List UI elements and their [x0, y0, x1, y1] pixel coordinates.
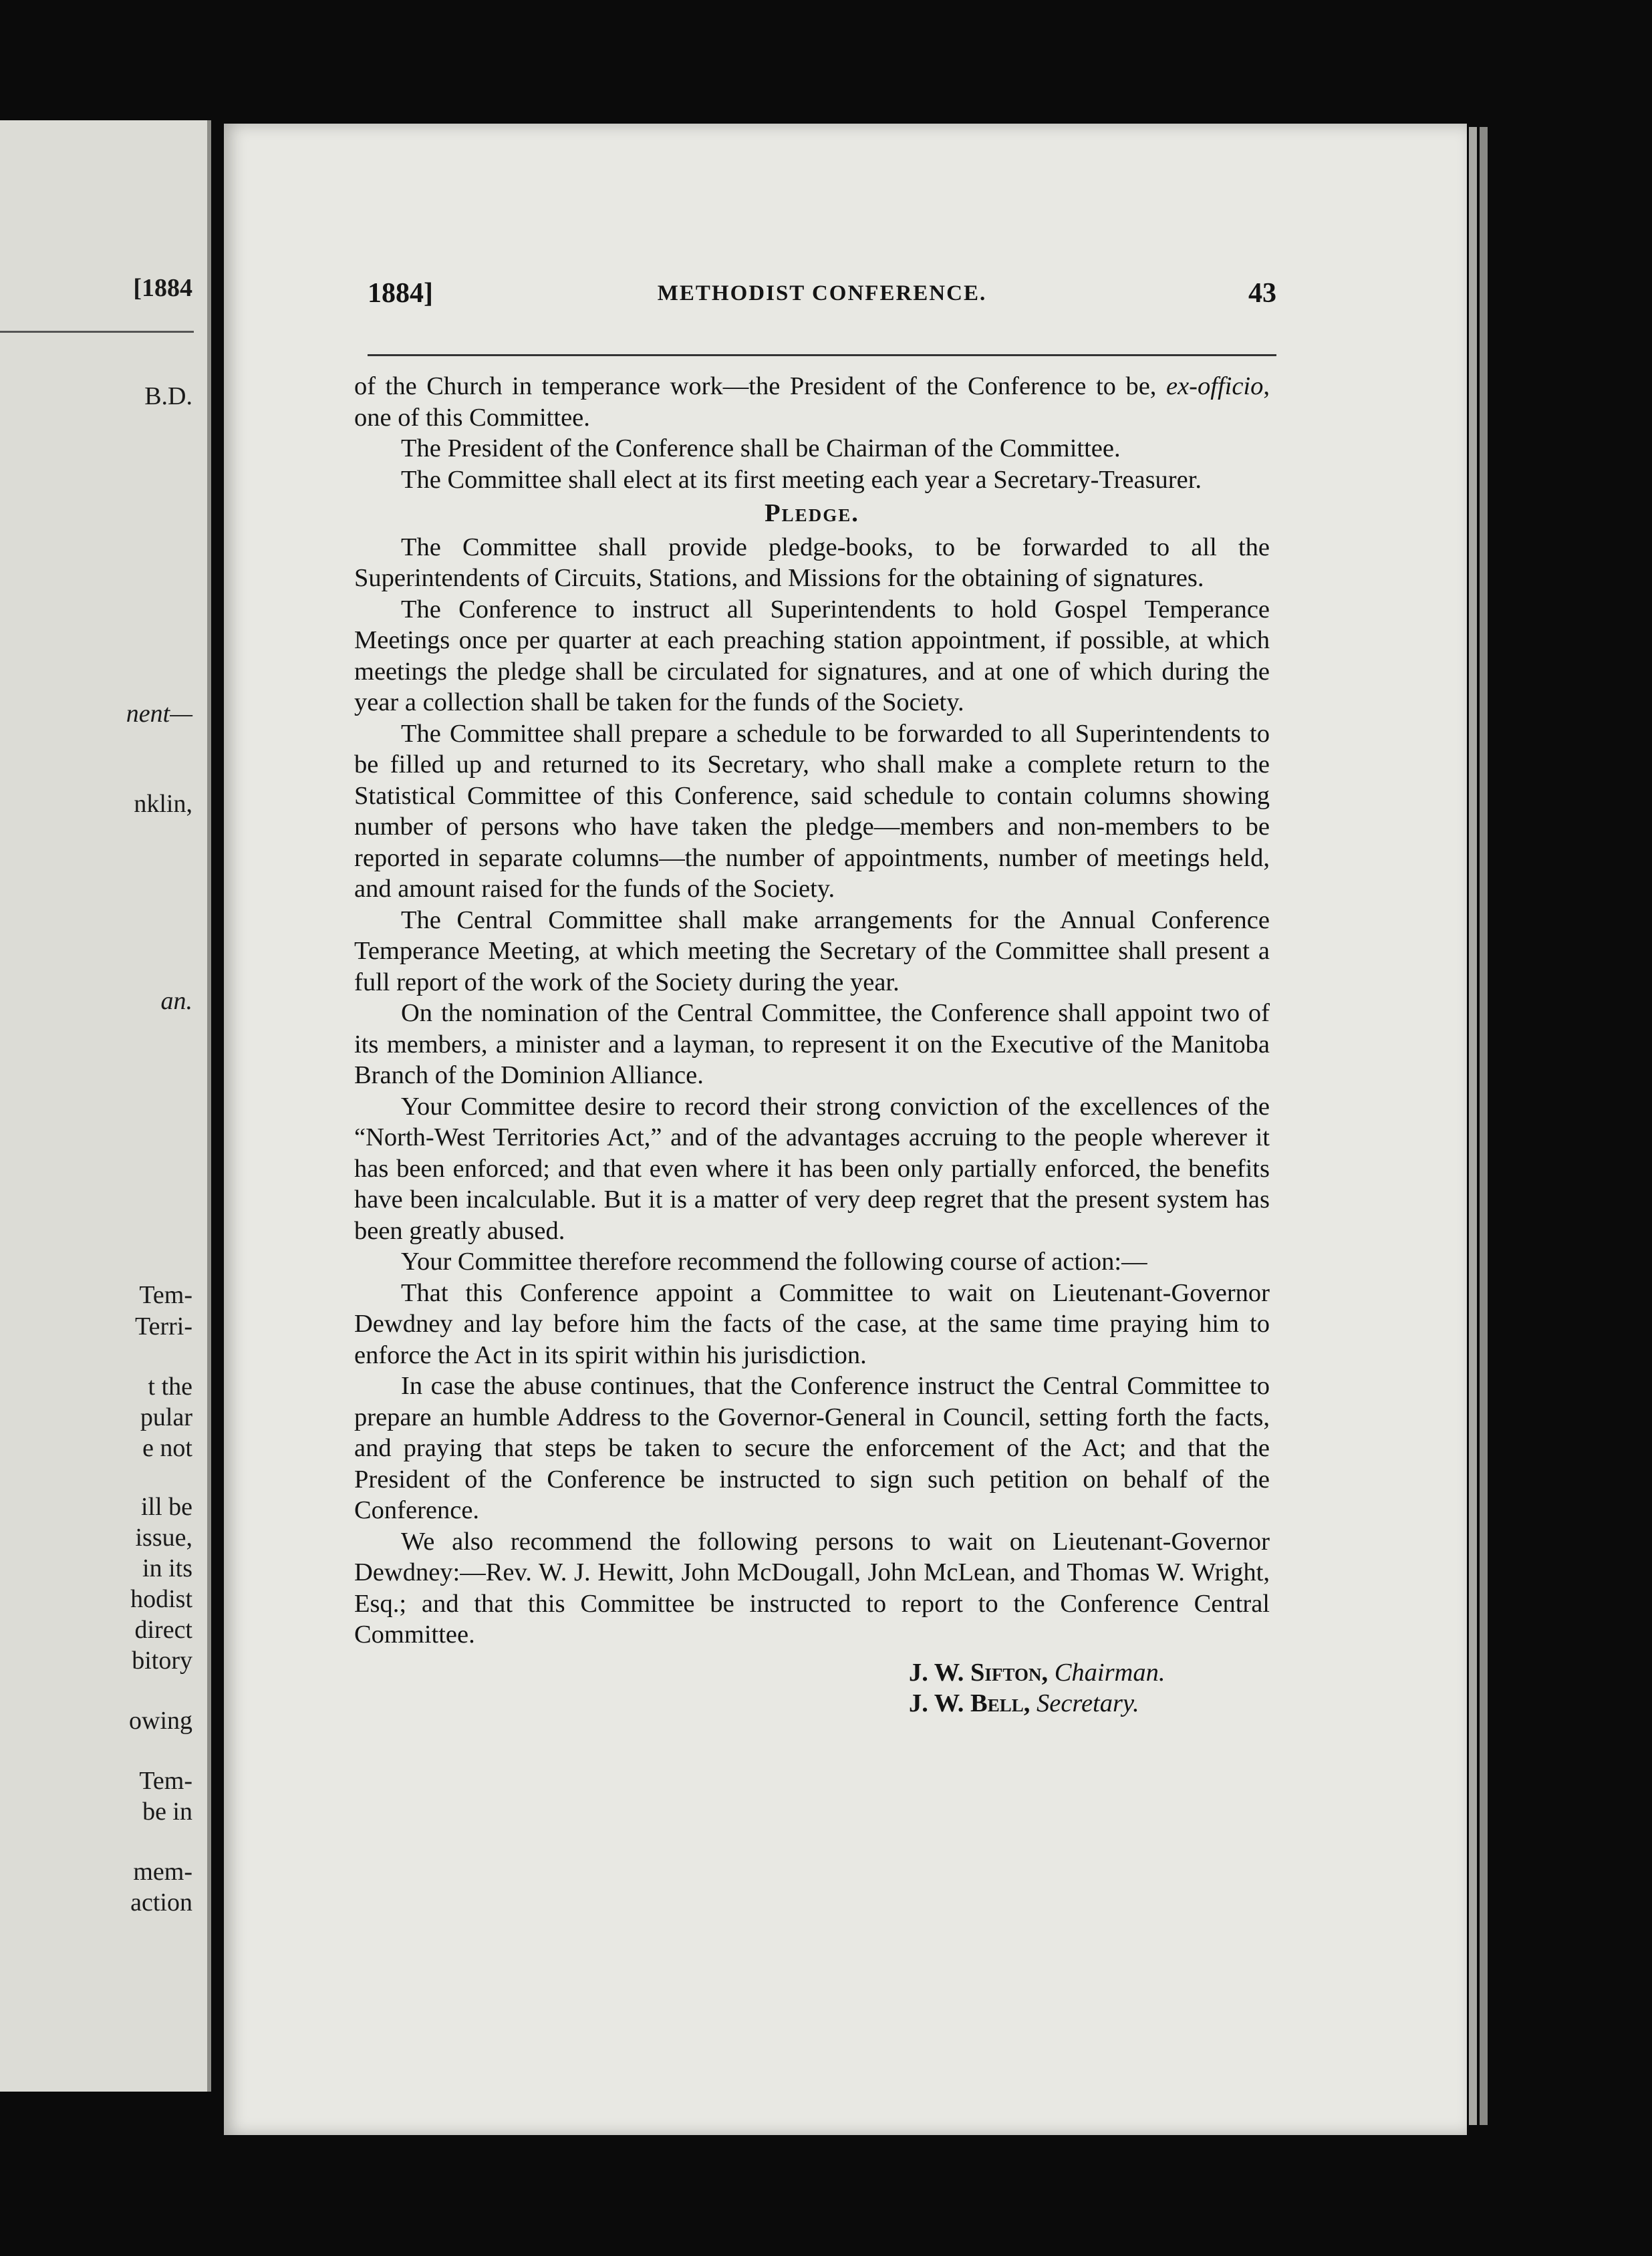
- facing-page-fragment: [0, 120, 211, 2092]
- facing-fragment: bitory: [132, 1647, 192, 1675]
- page-edge: [1480, 127, 1488, 2125]
- section-heading: Pledge.: [765, 499, 859, 527]
- ex-officio-italic: ex-officio: [1166, 372, 1264, 400]
- book-page: [224, 124, 1467, 2135]
- page-number: 43: [1248, 278, 1276, 309]
- facing-fragment: Tem-: [139, 1281, 192, 1309]
- facing-fragment: e not: [142, 1434, 192, 1462]
- signature-block: [354, 1657, 1270, 1719]
- paragraph: The Committee shall elect at its first meeting each year a Secretary-Treasurer.: [401, 465, 1202, 494]
- facing-page-year: [1884: [133, 274, 192, 302]
- header-rule: [368, 354, 1276, 356]
- facing-fragment: hodist: [130, 1585, 192, 1613]
- header-title: METHODIST CONFERENCE.: [657, 281, 987, 305]
- header-year: 1884]: [368, 278, 433, 309]
- text-run: of the Church in temperance work—the President of the Conference to be,: [354, 372, 1157, 400]
- paragraph: The President of the Conference shall be Chairman of the Committee.: [401, 434, 1121, 462]
- paragraph: That this Conference appoint a Committee to wait on Lieutenant-Governor Dewdney and lay before him the facts of the case, at the same time praying him to enforce the Act in its spirit within his jurisdiction.: [354, 1278, 1270, 1369]
- facing-fragment: Terri-: [135, 1312, 192, 1341]
- facing-fragment: nklin,: [134, 790, 192, 818]
- paragraph: We also recommend the following persons to wait on Lieutenant-Governor Dewdney:—Rev. W. J. Hewitt, John McDougall, John McLean, and Thomas W. Wright, Esq.; and that this Committee be instructed to report to the Conference Central Committee.: [354, 1527, 1270, 1649]
- paragraph: Your Committee desire to record their strong conviction of the excellences of the “North-West Territories Act,” and of the advantages accruing to the people wherever it has been enforced; and that even where it has been only partially enforced, the benefits have been incalculable. But it is a matter of very deep regret that the present system has been greatly abused.: [354, 1092, 1270, 1245]
- facing-fragment: action: [130, 1888, 192, 1917]
- paragraph: [354, 371, 1270, 433]
- paragraph: The Committee shall prepare a schedule to be forwarded to all Superintendents to be filled up and returned to its Secretary, who shall make a complete return to the Statistical Committee of this Conference, said schedule to contain columns showing number of persons who have taken the pledge—members and non-members to be reported in separate columns—the number of appointments, number of meetings held, and amount raised for the funds of the Society.: [354, 719, 1270, 903]
- facing-fragment: owing: [129, 1707, 192, 1735]
- paragraph: The Committee shall provide pledge-books, to be forwarded to all the Superintendents of Circuits, Stations, and Missions for the obtaining of signatures.: [354, 533, 1270, 592]
- facing-fragment: nent—: [126, 700, 192, 728]
- facing-fragment: be in: [142, 1798, 192, 1826]
- paragraph: On the nomination of the Central Committee, the Conference shall appoint two of its members, a minister and a layman, to represent it on the Executive of the Manitoba Branch of the Dominion Alliance.: [354, 999, 1270, 1089]
- facing-fragment: B.D.: [144, 382, 192, 410]
- text-run: , one of this Committee.: [354, 372, 1270, 432]
- facing-fragment: issue,: [135, 1524, 192, 1552]
- signatory-name: J. W. Sifton,: [909, 1658, 1049, 1687]
- facing-fragment: pular: [140, 1403, 192, 1431]
- facing-fragment: in its: [142, 1554, 192, 1582]
- facing-fragment: mem-: [133, 1858, 192, 1886]
- page-body: [354, 371, 1270, 1719]
- facing-fragment: direct: [134, 1616, 192, 1644]
- signatory-role: Secretary.: [1036, 1689, 1139, 1717]
- facing-fragment: an.: [160, 987, 192, 1015]
- facing-fragment: ill be: [140, 1493, 192, 1521]
- signatory-name: J. W. Bell,: [909, 1689, 1030, 1717]
- paragraph: In case the abuse continues, that the Conference instruct the Central Committee to prepare an humble Address to the Governor-General in Council, setting forth the facts, and praying that steps be taken to secure the enforcement of the Act; and that the President of the Conference be instructed to sign such petition on behalf of the Conference.: [354, 1372, 1270, 1524]
- page-edge: [1469, 127, 1477, 2125]
- facing-fragment: t the: [148, 1373, 192, 1401]
- facing-page-header-rule: [0, 331, 194, 333]
- paragraph: The Conference to instruct all Superintendents to hold Gospel Temperance Meetings once per quarter at each preaching station appointment, if possible, at which meetings the pledge shall be circulated for signatures, and at one of which during the year a collection shall be taken for the funds of the Society.: [354, 595, 1270, 716]
- signature-line: [354, 1657, 1270, 1689]
- paragraph: Your Committee therefore recommend the following course of action:—: [401, 1248, 1147, 1276]
- running-head: [368, 277, 1276, 317]
- paragraph: The Central Committee shall make arrangements for the Annual Conference Temperance Meeting, at which meeting the Secretary of the Committee shall present a full report of the work of the Society during the year.: [354, 905, 1270, 996]
- signature-line: [354, 1688, 1270, 1719]
- facing-fragment: Tem-: [139, 1767, 192, 1795]
- signatory-role: Chairman.: [1054, 1658, 1165, 1687]
